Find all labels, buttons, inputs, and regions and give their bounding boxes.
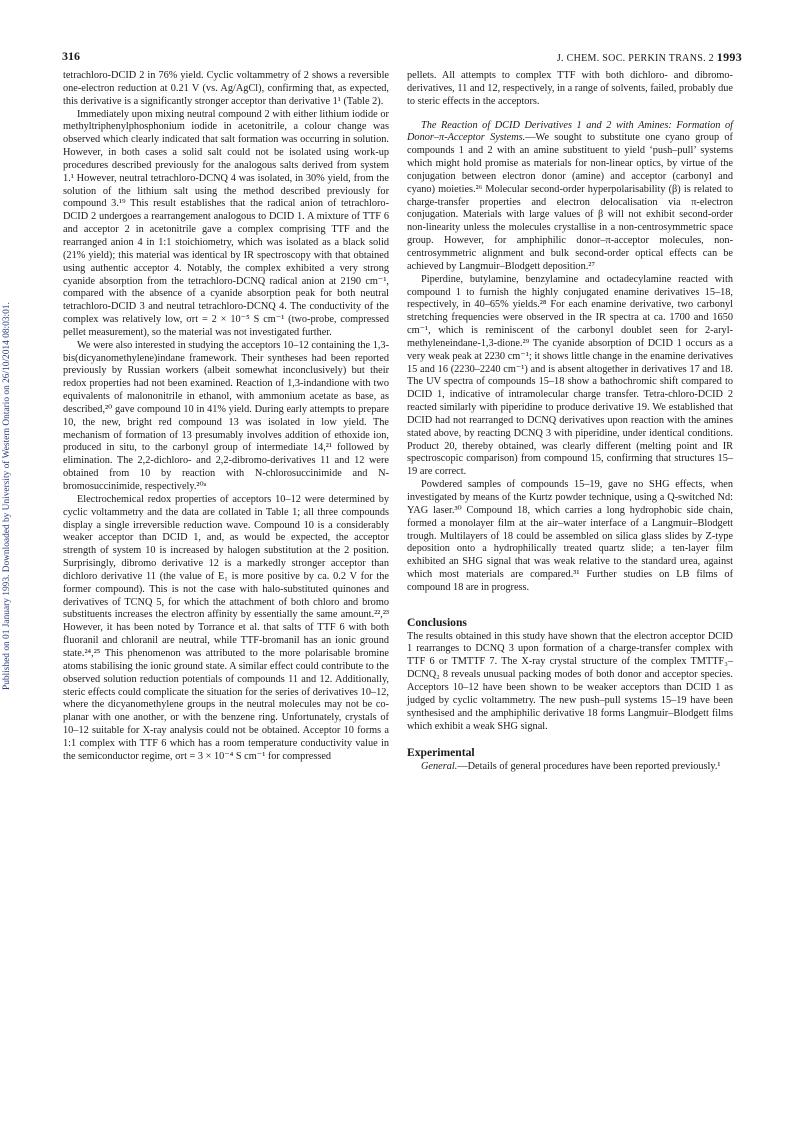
paragraph: Electrochemical redox properties of acceptors 10–12 were determined by cyclic voltammetry and the data are collated in Table 1; all three compounds display a single irreversible reduction wave. Compound 10 is a considerably weaker acceptor than DCID 1, and, as would be expected, the acceptor strength of system 10 is increased by halogen substitution at the 2 position. Surprisingly, dibromo derivative 12 is a markedly stronger acceptor than dichloro derivative 11 (the value of E₁ is more positive by ca. 0.2 V for the former compound). This is not the case with halo-substituted quinones and derivatives of TCNQ 5, for which the attachment of both chloro and bromo substituents increases the electron affinity by essentially the same amount.²²,²³ However, it has been noted by Torrance et al. that salts of TTF 6 with both fluoranil and chloranil are neutral, while TTF-bromanil has an ionic ground state.²⁴,²⁵ This phenomenon was attributed to the more polarisable bromine atoms stabilising the ionic ground state. A similar effect could contribute to the observed solution reduction potentials of compounds 11 and 12. Additionally, steric effects could complicate the situation for the series of derivatives 10–12, where the dicyanomethylene groups in the neutral molecules may not be co-planar with one another, or with the benzene ring. Unfortunately, crystals of 10–12 suitable for X-ray analysis could not be obtained. Acceptor 10 forms a 1:1 complex with TTF 6 which has a room temperature conductivity value in the semiconductor regime, σrt = 3 × 10⁻⁴ S cm⁻¹ for compressed [63, 493, 389, 762]
paragraph: Immediately upon mixing neutral compound 2 with either lithium iodide or methyltriphenylphosphonium iodide in acetonitrile, a colour change was observed which clearly indicated that salt formation was occurring in solution. However, in both cases a solid salt could not be isolated using work-up procedures described previously for the analogous salts derived from system 1.¹ However, neutral tetrachloro-DCNQ 4 was isolated, in 30% yield, from the solution of the lithium salt using the method described previously for compound 3.¹⁹ This result establishes that the radical anion of tetrachloro-DCID 2 undergoes a rearrangement analogous to DCID 1. A mixture of TTF 6 and acceptor 2 in acetonitrile gave a complex comprising TTF and the rearranged anion 4 in 1:1 stoichiometry, which was isolated as a black solid (21% yield); this material was identical by IR spectroscopy with that obtained using authentic acceptor 4. Notably, the complex exhibited a very strong cyanide absorption from the tetrachloro-DCNQ radical anion at 2190 cm⁻¹, compared with the absence of a cyanide absorption peak for both neutral tetrachloro-DCID 3 and neutral tetrachloro-DCNQ 4. The conductivity of the complex was relatively low, σrt = 2 × 10⁻⁵ S cm⁻¹ (two-probe, compressed pellet measurement), so the material was not investigated further. [63, 108, 389, 338]
journal-header [557, 50, 742, 65]
journal-year: 1993 [716, 50, 742, 64]
paragraph: pellets. All attempts to complex TTF with both dichloro- and dibromo-derivatives, 11 and 12, respectively, in a range of solvents, failed, probably due to steric effects in the acceptors. [407, 70, 733, 107]
paragraph: tetrachloro-DCID 2 in 76% yield. Cyclic voltammetry of 2 shows a reversible one-electron reduction at 0.21 V (vs. Ag/AgCl), confirming that, as expected, this derivative is a significantly stronger acceptor than derivative 1¹ (Table 2). [63, 70, 389, 107]
section-heading-conclusions: Conclusions [407, 615, 467, 629]
page-number: 316 [62, 49, 80, 63]
paragraph: Piperdine, butylamine, benzylamine and octadecylamine reacted with compound 1 to furnish the highly conjugated enamine derivatives 15–18, respectively, in 40–65% yields.²⁸ For each enamine derivative, two carbonyl stretching frequencies were observed in the IR spectra at ca. 1700 and 1650 cm⁻¹, which is reminiscent of the carbonyl doublet seen for 2-aryl-methyleneindane-1,3-dione.²⁹ The cyanide absorption of DCID 1 occurs as a very weak peak at 2230 cm⁻¹; it shows little change in the enamine derivatives 15 and 16 (2230–2240 cm⁻¹) and is absent altogether in derivatives 17 and 18. The UV spectra of compounds 15–18 show a bathochromic shift compared to DCID 1, indicative of intramolecular charge transfer. Tetra-chloro-DCID 2 reacted similarly with piperidine to produce derivative 19. We established that DCID had not rearranged to DCNQ derivatives upon reaction with the amines stated above, by reacting DCNQ 3 with piperidine, under identical conditions. Product 20, thereby obtained, was clearly different (melting point and IR spectroscopic comparison) from compound 15, confirming that structures 15–19 are correct. [407, 273, 733, 478]
left-column [63, 70, 389, 764]
right-column [407, 70, 733, 774]
paragraph [407, 761, 733, 774]
download-notice: Published on 01 January 1993. Downloaded by University of Western Ontario on 26/10/2014 08:03:01. [2, 302, 12, 690]
paragraph: The results obtained in this study have shown that the electron acceptor DCID 1 rearranges to DCNQ 3 upon formation of a charge-transfer complex with TTF 6 or TMTTF 7. The X-ray crystal structure of the complex TMTTF₃–DCNQ₂ 8 reveals unusual packing modes of both donor and acceptor species. Acceptors 10–12 have been shown to be weaker acceptors than DCID 1 as judged by cyclic voltammetry. The new push–pull systems 15–19 have been synthesised and the amphiphilic derivative 18 forms Langmuir–Blodgett films which exhibit a weak SHG signal. [407, 630, 733, 732]
paragraph: We were also interested in studying the acceptors 10–12 containing the 1,3-bis(dicyanomethylene)indane framework. Their syntheses had been reported previously by Russian workers (albeit somewhat inconclusively) but their redox properties had not been examined. Reaction of 1,3-indandione with two equivalents of malononitrile in ethanol, with ammonium acetate as base, as described,²⁰ gave compound 10 in 41% yield. During early attempts to prepare 10, the new, bright red compound 13 was isolated in low yield. The mechanism of formation of 13 presumably involves addition of ethoxide ion, produced in situ, to the carbonyl group of intermediate 14,²¹ followed by elimination. The 2,2-dichloro- and 2,2-dibromo-derivatives 11 and 12 were obtained from 10 by reaction with N-chlorosuccinimide and N-bromosuccinimide, respectively.²⁰ᵃ [63, 339, 389, 492]
paragraph [407, 120, 733, 274]
journal-name: J. CHEM. SOC. PERKIN TRANS. 2 [556, 53, 714, 64]
paragraph-text: —We sought to substitute one cyano group of compounds 1 and 2 with an amine substituent to yield ‘push–pull’ systems which might hold promise as materials for non-linear optics, by virtue of the conjugation between electron donor (amine) and acceptor (carbonyl and cyano) moieties.²⁶ Molecular second-order hyperpolarisability (β) is related to charge-transfer properties and electron delocalisation via π-electron conjugation. Materials with large values of β will not exhibit second-order non-linearity unless the molecules crystallise in a non-centrosymmetric space group. However, for amphiphilic donor–π-acceptor molecules, non-centrosymmetric alignment and bulk second-order optical effects can be achieved by Langmuir–Blodgett deposition.²⁷ [407, 132, 733, 272]
paragraph: Powdered samples of compounds 15–19, gave no SHG effects, when investigated by means of the Kurtz powder technique, using a Q-switched Nd: YAG laser.³⁰ Compound 18, which carries a long hydrophobic side chain, formed a monolayer film at the air–water interface of a Langmuir–Blodgett trough. Multilayers of 18 could be assembled on silica glass slides by Z-type deposition onto a hydrophilically treated quartz slide; a ten-layer film exhibited an SHG signal that was weak relative to the standard urea, against which most materials are compared.³¹ Further studies on LB films of compound 18 are in progress. [407, 479, 733, 593]
section-heading-experimental: Experimental [407, 746, 475, 760]
section-runin-title: The Reaction of DCID Derivatives 1 and 2 with Amines: Formation of Donor–π-Acceptor Systems. [407, 119, 733, 144]
general-runin-title: General. [421, 761, 458, 773]
paragraph-text: —Details of general procedures have been reported previously.¹ [457, 761, 721, 773]
